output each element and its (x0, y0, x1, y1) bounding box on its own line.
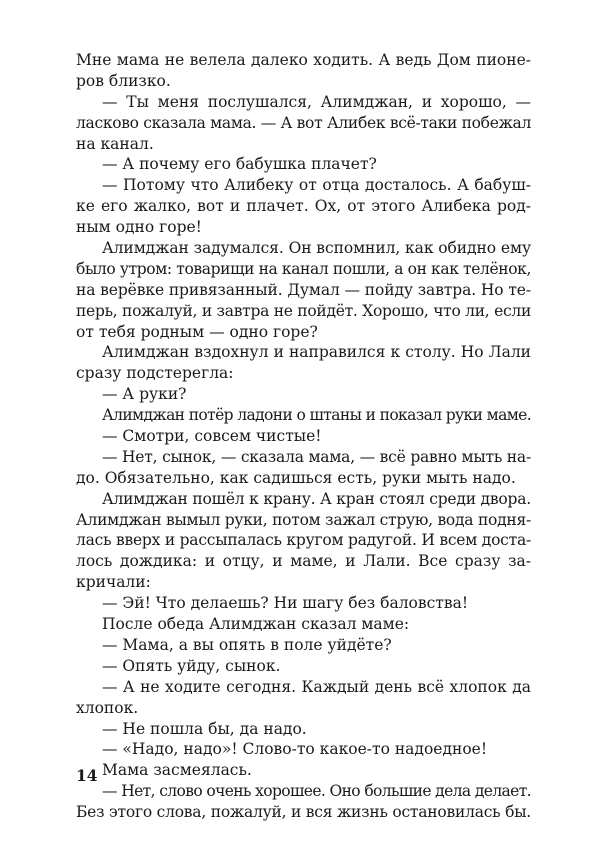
text-line: Алимджан вздохнул и направился к столу. Но Лали (102, 343, 531, 362)
text-line: — Ты меня послушался, Алимджан, и хорошо, — (102, 92, 531, 111)
text-line: лось дождика: и отцу, и маме, и Лали. Все сразу за- (76, 552, 531, 571)
page-body-text (76, 50, 531, 823)
text-line: — Смотри, совсем чистые! (102, 427, 322, 446)
text-line: Мне мама не велела далеко ходить. А ведь Дом пионе- (76, 51, 531, 69)
text-line: — А руки? (102, 385, 187, 404)
text-line: Алимджан вымыл руки, потом зажал струю, вода подня- (76, 510, 532, 529)
text-line: сразу подстерегла: (76, 364, 234, 383)
text-line: — Нет, слово очень хорошее. Оно большие дела делает. (102, 782, 531, 801)
text-line: Алимджан задумался. Он вспомнил, как обидно ему (102, 239, 531, 258)
text-line: — Не пошла бы, да надо. (102, 719, 307, 738)
text-line: Алимджан пошёл к крану. А кран стоял среди двора. (102, 489, 531, 508)
text-line: Алимджан потёр ладони о штаны и показал руки маме. (102, 406, 532, 425)
text-line: ке его жалко, вот и плачет. Ох, от этого Алибека род- (76, 197, 531, 216)
text-line: После обеда Алимджан сказал маме: (102, 615, 410, 634)
text-line: на верёвке привязанный. Думал — пойду завтра. Но те- (76, 280, 531, 299)
text-line: от тебя родным — одно горе? (76, 322, 318, 341)
text-line: до. Обязательно, как садишься есть, руки мыть надо. (76, 468, 516, 487)
text-line: на канал. (76, 134, 154, 153)
page-number: 14 (76, 766, 98, 785)
text-line: хлопок. (76, 698, 139, 717)
text-line: кричали: (76, 573, 151, 592)
text-line: — Мама, а вы опять в поле уйдёте? (102, 635, 392, 654)
text-line: ласково сказала мама. — А вот Алибек всё-таки побежал (76, 113, 531, 132)
text-line: ров близко. (76, 71, 171, 90)
text-line: Без этого слова, пожалуй, и вся жизнь остановилась бы. (76, 803, 531, 822)
text-line: лась вверх и рассыпалась кругом радугой. И всем доста- (76, 531, 532, 550)
text-line: — Нет, сынок, — сказала мама, — всё равно мыть на- (102, 447, 531, 466)
text-line: — А почему его бабушка плачет? (102, 155, 377, 174)
text-line: было утром: товарищи на канал пошли, а он как телёнок, (76, 259, 531, 278)
text-line: — Эй! Что делаешь? Ни шагу без баловства! (102, 594, 469, 613)
text-line: перь, пожалуй, и завтра не пойдёт. Хорошо, что ли, если (76, 301, 531, 320)
text-line: Мама засмеялась. (102, 761, 252, 780)
text-line: — Потому что Алибеку от отца досталось. А бабуш- (102, 176, 531, 195)
text-line: — А не ходите сегодня. Каждый день всё хлопок да (102, 677, 531, 696)
text-line: — «Надо, надо»! Слово-то какое-то надоедное! (102, 740, 488, 759)
text-line: ным одно горе! (76, 218, 202, 237)
text-line: — Опять уйду, сынок. (102, 656, 281, 675)
